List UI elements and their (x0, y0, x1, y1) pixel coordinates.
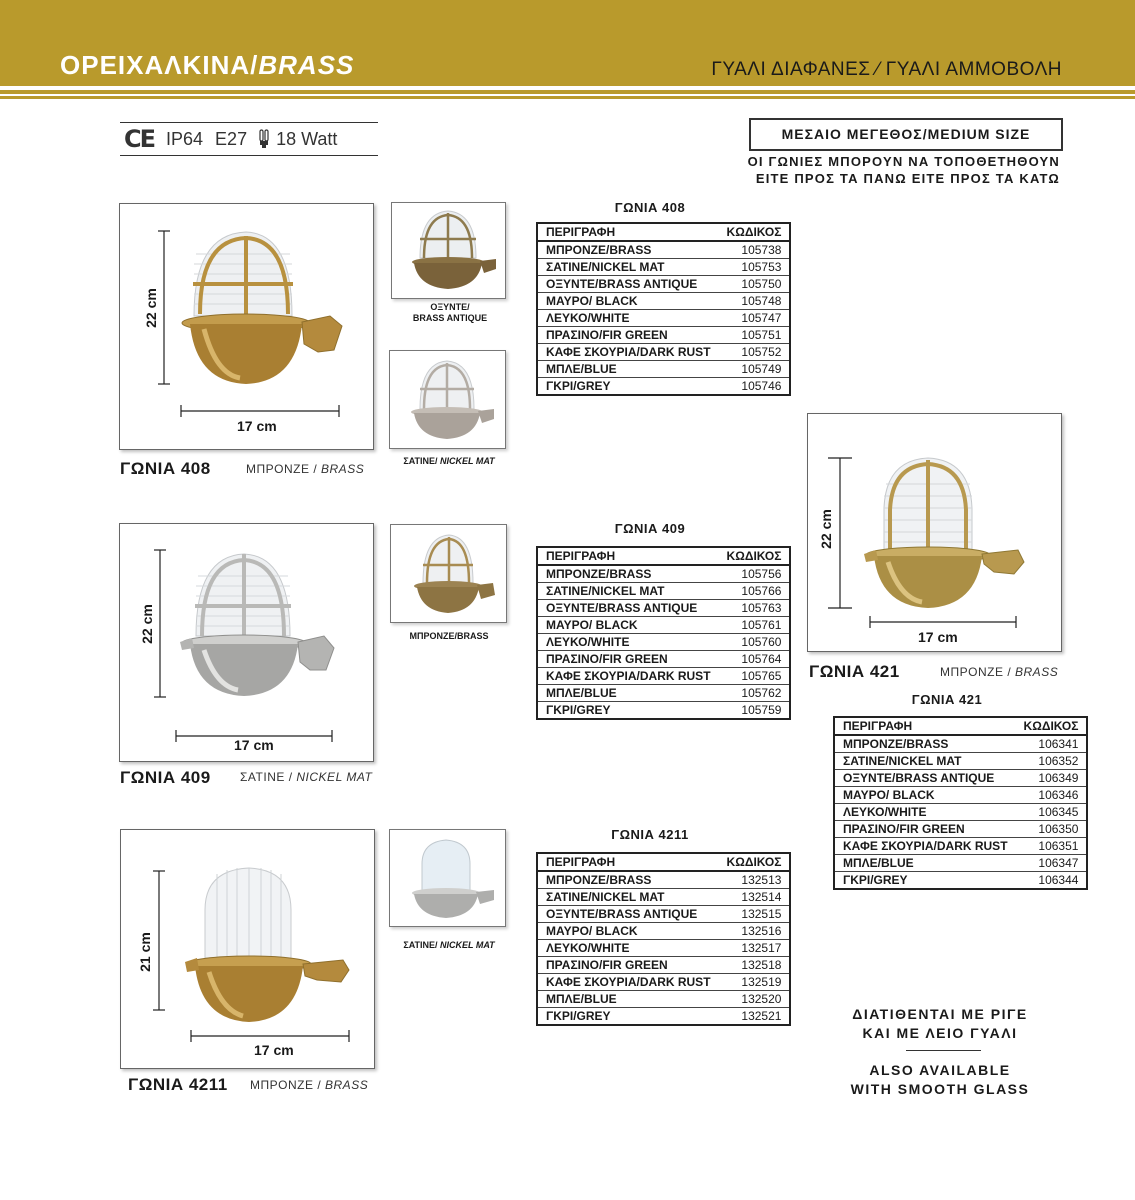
table-title-408: ΓΩΝΙΑ 408 (614, 200, 686, 215)
finish-4211: ΜΠΡΟΝΖΕ / BRASS (250, 1078, 369, 1092)
model-408: ΓΩΝΙΑ 408 (120, 459, 211, 478)
caption-409-brass: ΜΠΡΟΝΖΕ/BRASS (409, 631, 489, 641)
lamp-408-nickel-image (390, 351, 505, 448)
table-row: ΜΠΛΕ/BLUE 105762 (537, 685, 790, 702)
table-row: ΣΑΤΙΝΕ/NICKEL MAT 105753 (537, 259, 790, 276)
height-421: 22 cm (818, 509, 834, 549)
height-408: 22 cm (143, 288, 159, 328)
width-408: 17 cm (237, 418, 277, 434)
ip-rating: IP64 (166, 128, 204, 149)
table-row: ΜΑΥΡΟ/ BLACK 105761 (537, 617, 790, 634)
availability-en: ALSO AVAILABLE WITH SMOOTH GLASS (850, 1062, 1030, 1097)
width-409: 17 cm (234, 737, 274, 753)
table-row: ΛΕΥΚΟ/WHITE 132517 (537, 940, 790, 957)
ce-mark: CE (124, 125, 155, 153)
table-header-row: ΠΕΡΙΓΡΑΦΗ ΚΩΔΙΚΟΣ (537, 853, 790, 871)
table-row: ΠΡΑΣΙΝΟ/FIR GREEN 106350 (834, 821, 1087, 838)
mounting-note-line2: ΕΙΤΕ ΠΡΟΣ ΤΑ ΠΑΝΩ ΕΙΤΕ ΠΡΟΣ ΤΑ ΚΑΤΩ (755, 171, 1060, 186)
model-409: ΓΩΝΙΑ 409 (120, 768, 211, 787)
width-421: 17 cm (918, 629, 958, 645)
table-row: ΣΑΤΙΝΕ/NICKEL MAT 132514 (537, 889, 790, 906)
brand-title: ΟΡΕΙΧΑΛΚΙΝΑ/BRASS (60, 50, 355, 80)
availability-divider (906, 1050, 981, 1051)
width-4211: 17 cm (254, 1042, 294, 1058)
table-header-row: ΠΕΡΙΓΡΑΦΗ ΚΩΔΙΚΟΣ (537, 223, 790, 241)
table-row: ΛΕΥΚΟ/WHITE 106345 (834, 804, 1087, 821)
table-row: ΜΑΥΡΟ/ BLACK 132516 (537, 923, 790, 940)
thumb-409-brass (390, 524, 507, 623)
spec-strip (120, 122, 378, 156)
table-row: ΠΡΑΣΙΝΟ/FIR GREEN 105764 (537, 651, 790, 668)
height-409: 22 cm (139, 604, 155, 644)
finish-408: ΜΠΡΟΝΖΕ / BRASS (246, 462, 365, 476)
code-table-4211 (536, 852, 791, 1026)
product-photo-4211 (120, 829, 375, 1069)
lamp-409-image (120, 524, 373, 761)
table-row: ΜΠΡΟΝΖΕ/BRASS 105756 (537, 565, 790, 583)
lamp-4211-nickel-image (390, 830, 505, 926)
lamp-4211-image (121, 830, 374, 1068)
lamp-409-brass-image (391, 525, 506, 622)
table-row: ΜΑΥΡΟ/ BLACK 105748 (537, 293, 790, 310)
availability-gr: ΔΙΑΤΙΘΕΝΤΑΙ ΜΕ ΡΙΓΕ ΚΑΙ ΜΕ ΛΕΙΟ ΓΥΑΛΙ (852, 1006, 1028, 1041)
wattage: 18 Watt (276, 128, 338, 149)
table-row: ΜΠΡΟΝΖΕ/BRASS 105738 (537, 241, 790, 259)
code-table-408 (536, 222, 791, 396)
finish-409: ΣΑΤΙΝΕ / NICKEL MAT (240, 770, 373, 784)
table-row: ΟΞΥΝΤΕ/BRASS ANTIQUE 106349 (834, 770, 1087, 787)
table-row: ΟΞΥΝΤΕ/BRASS ANTIQUE 105750 (537, 276, 790, 293)
height-4211: 21 cm (137, 932, 153, 972)
thumb-408-antique (391, 202, 506, 299)
table-row: ΛΕΥΚΟ/WHITE 105760 (537, 634, 790, 651)
caption-408-nickel: ΣΑΤΙΝΕ/ NICKEL MAT (403, 456, 495, 466)
table-row: ΜΠΡΟΝΖΕ/BRASS 132513 (537, 871, 790, 889)
table-row: ΜΠΡΟΝΖΕ/BRASS 106341 (834, 735, 1087, 753)
thumb-4211-nickel (389, 829, 506, 927)
table-header-row: ΠΕΡΙΓΡΑΦΗ ΚΩΔΙΚΟΣ (834, 717, 1087, 735)
socket-type: E27 (215, 128, 248, 149)
table-row: ΓΚΡΙ/GREY 106344 (834, 872, 1087, 890)
table-row: ΓΚΡΙ/GREY 105759 (537, 702, 790, 720)
product-photo-421 (807, 413, 1062, 652)
table-row: ΣΑΤΙΝΕ/NICKEL MAT 106352 (834, 753, 1087, 770)
header-rule-2 (0, 96, 1135, 99)
thumb-408-nickel (389, 350, 506, 449)
table-row: ΚΑΦΕ ΣΚΟΥΡΙΑ/DARK RUST 106351 (834, 838, 1087, 855)
table-row: ΟΞΥΝΤΕ/BRASS ANTIQUE 132515 (537, 906, 790, 923)
finish-421: ΜΠΡΟΝΖΕ / BRASS (940, 665, 1059, 679)
caption-4211-nickel: ΣΑΤΙΝΕ/ NICKEL MAT (403, 940, 495, 950)
bulb-icon (259, 129, 270, 149)
lamp-408-antique-image (392, 203, 505, 298)
header-rule-1 (0, 90, 1135, 94)
mounting-note (748, 153, 1060, 187)
table-row: ΠΡΑΣΙΝΟ/FIR GREEN 132518 (537, 957, 790, 974)
table-header-row: ΠΕΡΙΓΡΑΦΗ ΚΩΔΙΚΟΣ (537, 547, 790, 565)
table-row: ΓΚΡΙ/GREY 105746 (537, 378, 790, 396)
table-row: ΣΑΤΙΝΕ/NICKEL MAT 105766 (537, 583, 790, 600)
table-row: ΜΠΛΕ/BLUE 106347 (834, 855, 1087, 872)
caption-408-antique: ΟΞΥΝΤΕ/ BRASS ANTIQUE (412, 302, 488, 323)
table-row: ΓΚΡΙ/GREY 132521 (537, 1008, 790, 1026)
product-photo-409 (119, 523, 374, 762)
table-title-409: ΓΩΝΙΑ 409 (614, 521, 686, 536)
table-row: ΜΠΛΕ/BLUE 132520 (537, 991, 790, 1008)
size-label: ΜΕΣΑΙΟ ΜΕΓΕΘΟΣ/MEDIUM SIZE (749, 118, 1063, 151)
table-row: ΟΞΥΝΤΕ/BRASS ANTIQUE 105763 (537, 600, 790, 617)
table-row: ΛΕΥΚΟ/WHITE 105747 (537, 310, 790, 327)
mounting-note-line1: ΟΙ ΓΩΝΙΕΣ ΜΠΟΡΟΥΝ ΝΑ ΤΟΠΟΘΕΤΗΘΟΥΝ (747, 154, 1060, 169)
glass-types: ΓΥΑΛΙ ΔΙΑΦΑΝΕΣ ⁄ ΓΥΑΛΙ ΑΜΜΟΒΟΛΗ (711, 59, 1062, 80)
table-title-4211: ΓΩΝΙΑ 4211 (611, 827, 689, 842)
code-table-421 (833, 716, 1088, 890)
table-row: ΚΑΦΕ ΣΚΟΥΡΙΑ/DARK RUST 105752 (537, 344, 790, 361)
table-title-421: ΓΩΝΙΑ 421 (911, 692, 983, 707)
table-row: ΠΡΑΣΙΝΟ/FIR GREEN 105751 (537, 327, 790, 344)
code-table-409 (536, 546, 791, 720)
lamp-421-image (808, 414, 1061, 651)
table-row: ΚΑΦΕ ΣΚΟΥΡΙΑ/DARK RUST 132519 (537, 974, 790, 991)
table-row: ΜΑΥΡΟ/ BLACK 106346 (834, 787, 1087, 804)
table-row: ΚΑΦΕ ΣΚΟΥΡΙΑ/DARK RUST 105765 (537, 668, 790, 685)
model-421: ΓΩΝΙΑ 421 (809, 662, 900, 681)
table-row: ΜΠΛΕ/BLUE 105749 (537, 361, 790, 378)
model-4211: ΓΩΝΙΑ 4211 (128, 1075, 228, 1094)
